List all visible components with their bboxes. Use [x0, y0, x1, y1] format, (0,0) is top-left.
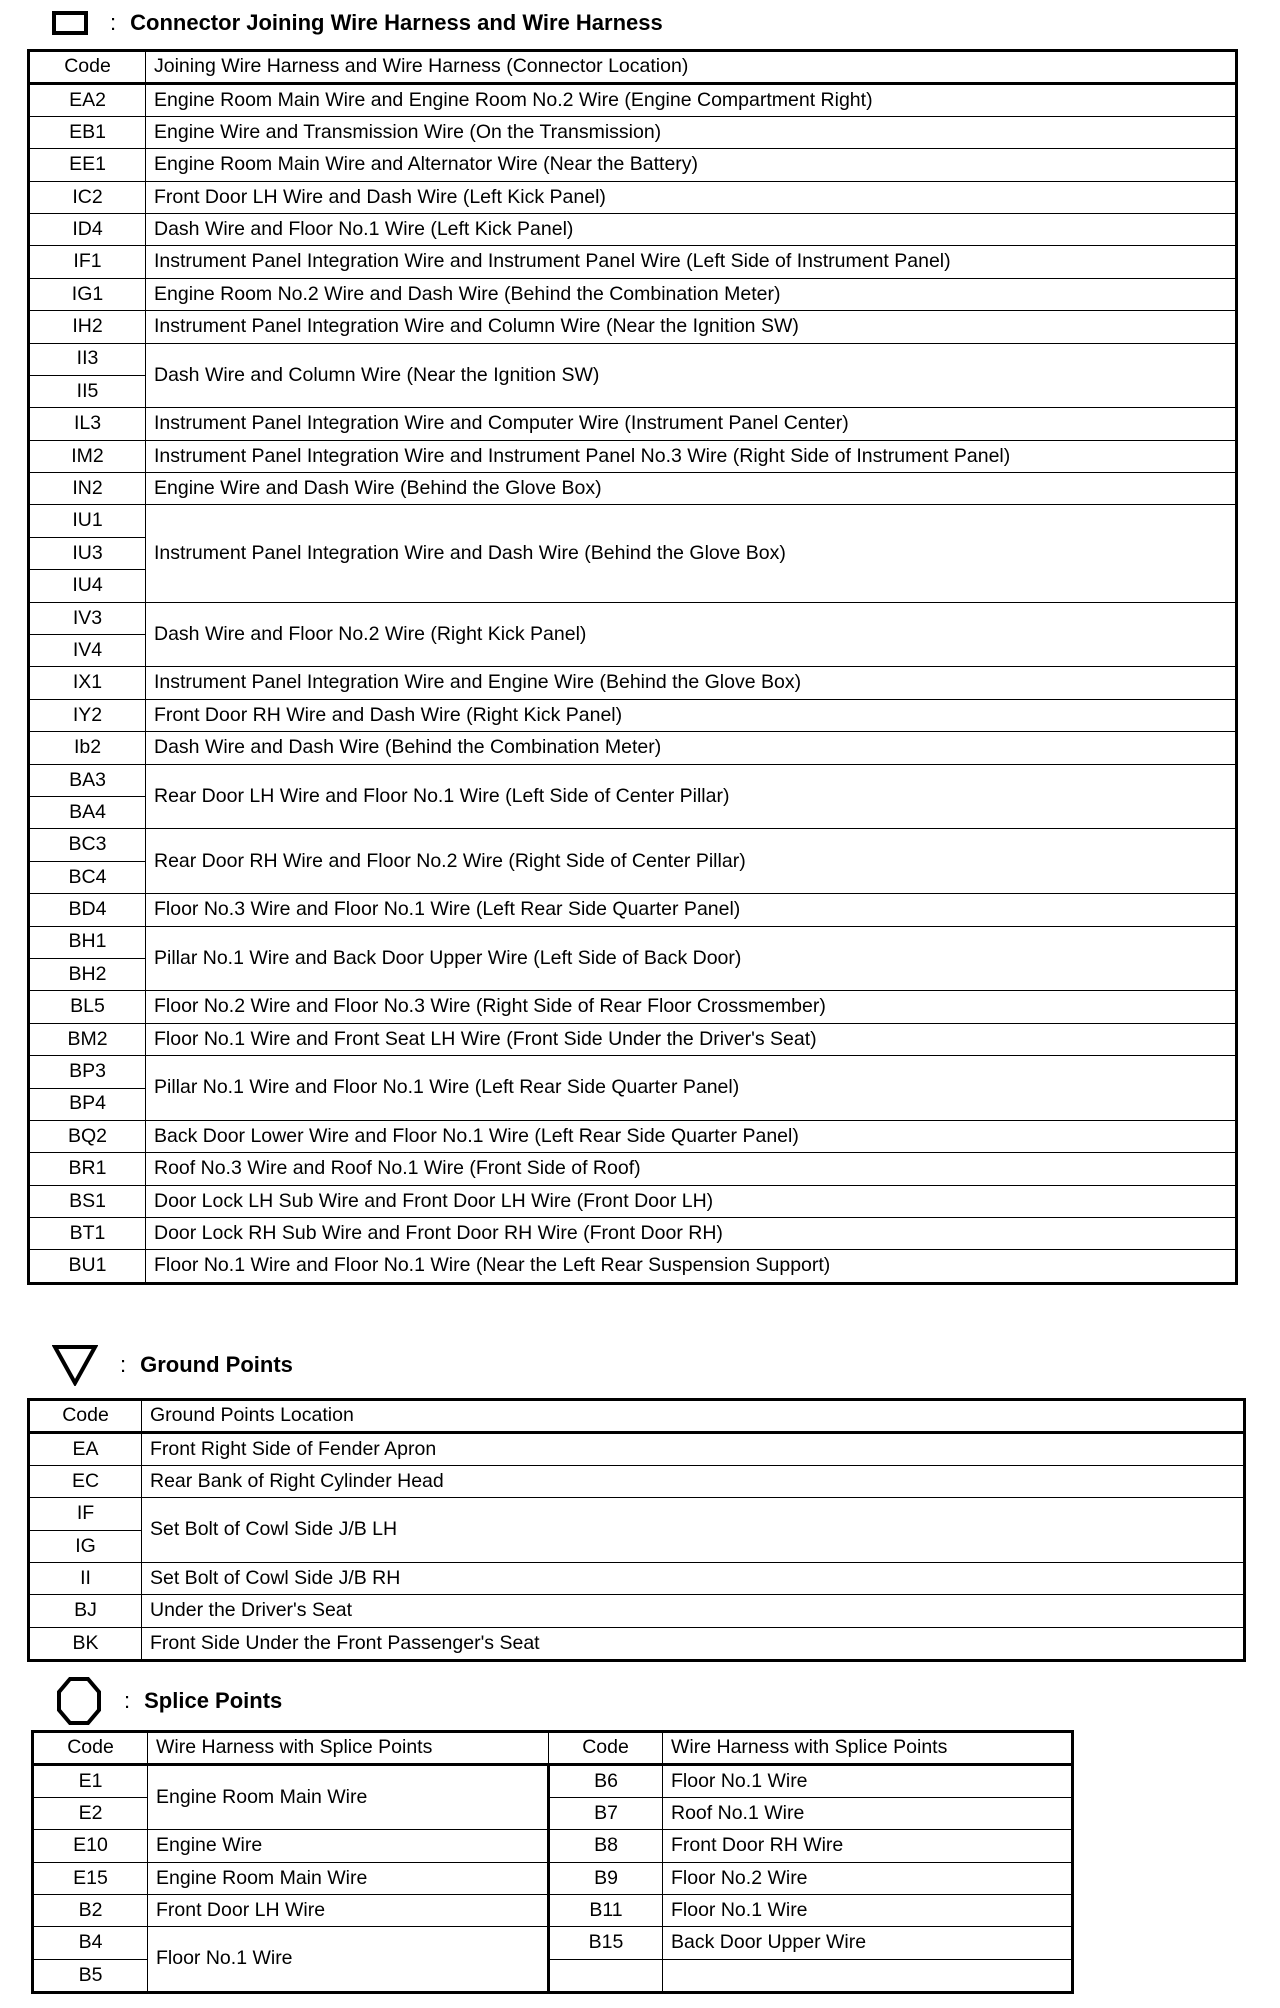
code-cell: BP3 [30, 1056, 146, 1088]
code-cell: BP4 [30, 1088, 146, 1120]
code-cell: BU1 [30, 1250, 146, 1282]
location-cell: Floor No.2 Wire and Floor No.3 Wire (Right Side of Rear Floor Crossmember) [146, 991, 1236, 1023]
code-cell: B7 [549, 1797, 663, 1829]
location-cell: Back Door Lower Wire and Floor No.1 Wire (Left Rear Side Quarter Panel) [146, 1120, 1236, 1152]
table-row [30, 1250, 1236, 1282]
location-cell: Engine Room Main Wire and Alternator Wire (Near the Battery) [146, 149, 1236, 181]
code-cell: BS1 [30, 1185, 146, 1217]
code-cell: IY2 [30, 699, 146, 731]
code-cell: EA2 [30, 84, 146, 116]
code-cell: BJ [30, 1595, 142, 1627]
column-header-wire-harness: Wire Harness with Splice Points [148, 1733, 549, 1765]
location-cell: Set Bolt of Cowl Side J/B RH [142, 1562, 1244, 1594]
connector-section-heading: : Connector Joining Wire Harness and Wire Harness [52, 10, 663, 36]
column-header-code: Code [34, 1733, 148, 1765]
table-row [30, 1627, 1244, 1659]
code-cell: E2 [34, 1797, 148, 1829]
code-cell: BT1 [30, 1218, 146, 1250]
location-cell: Set Bolt of Cowl Side J/B LH [142, 1498, 1244, 1563]
code-cell: IM2 [30, 440, 146, 472]
wire-harness-cell: Back Door Upper Wire [663, 1927, 1072, 1959]
table-row [34, 1927, 1072, 1959]
code-cell: II [30, 1562, 142, 1594]
table-row [30, 149, 1236, 181]
table-row [30, 1023, 1236, 1055]
table-header-row [34, 1733, 1072, 1765]
wire-harness-cell: Floor No.1 Wire [148, 1927, 549, 1992]
location-cell: Rear Bank of Right Cylinder Head [142, 1465, 1244, 1497]
code-cell: BC3 [30, 829, 146, 861]
wire-harness-cell: Floor No.1 Wire [663, 1894, 1072, 1926]
code-cell: E1 [34, 1765, 148, 1797]
splice-section-heading: : Splice Points [56, 1676, 282, 1726]
table-row [34, 1765, 1072, 1797]
code-cell: BL5 [30, 991, 146, 1023]
location-cell: Dash Wire and Floor No.1 Wire (Left Kick Panel) [146, 213, 1236, 245]
table-row [34, 1862, 1072, 1894]
code-cell: B9 [549, 1862, 663, 1894]
table-row [30, 1120, 1236, 1152]
table-row [30, 667, 1236, 699]
location-cell: Engine Wire and Dash Wire (Behind the Glove Box) [146, 473, 1236, 505]
ground-triangle-icon [52, 1344, 98, 1386]
table-row [30, 84, 1236, 116]
location-cell: Instrument Panel Integration Wire and Dash Wire (Behind the Glove Box) [146, 505, 1236, 602]
column-header-location: Joining Wire Harness and Wire Harness (Connector Location) [146, 52, 1236, 84]
wire-harness-cell: Floor No.1 Wire [663, 1765, 1072, 1797]
code-cell: IN2 [30, 473, 146, 505]
code-cell: BR1 [30, 1153, 146, 1185]
table-row [30, 991, 1236, 1023]
code-cell: EC [30, 1465, 142, 1497]
location-cell: Dash Wire and Floor No.2 Wire (Right Kick Panel) [146, 602, 1236, 667]
table-row [30, 1153, 1236, 1185]
wire-harness-cell: Front Door LH Wire [148, 1894, 549, 1926]
location-cell: Rear Door RH Wire and Floor No.2 Wire (Right Side of Center Pillar) [146, 829, 1236, 894]
splice-octagon-icon [56, 1676, 102, 1726]
code-cell: EB1 [30, 116, 146, 148]
table-row [30, 829, 1236, 861]
location-cell: Instrument Panel Integration Wire and Instrument Panel No.3 Wire (Right Side of Instrument Panel) [146, 440, 1236, 472]
wire-harness-cell: Front Door RH Wire [663, 1830, 1072, 1862]
table-row [30, 1562, 1244, 1594]
table-header-row [30, 52, 1236, 84]
connector-table [29, 51, 1236, 1283]
code-cell: IU4 [30, 570, 146, 602]
location-cell: Front Door RH Wire and Dash Wire (Right Kick Panel) [146, 699, 1236, 731]
table-row [30, 699, 1236, 731]
table-row [30, 213, 1236, 245]
table-row [30, 473, 1236, 505]
code-cell: E10 [34, 1830, 148, 1862]
location-cell: Pillar No.1 Wire and Back Door Upper Wire (Left Side of Back Door) [146, 926, 1236, 991]
table-row [30, 408, 1236, 440]
location-cell: Under the Driver's Seat [142, 1595, 1244, 1627]
location-cell: Door Lock LH Sub Wire and Front Door LH Wire (Front Door LH) [146, 1185, 1236, 1217]
wire-harness-cell: Engine Room Main Wire [148, 1765, 549, 1830]
code-cell: II3 [30, 343, 146, 375]
code-cell: BC4 [30, 861, 146, 893]
table-row [30, 732, 1236, 764]
table-row [30, 1218, 1236, 1250]
code-cell: B15 [549, 1927, 663, 1959]
location-cell: Instrument Panel Integration Wire and Instrument Panel Wire (Left Side of Instrument Panel) [146, 246, 1236, 278]
table-row [30, 926, 1236, 958]
location-cell: Engine Wire and Transmission Wire (On the Transmission) [146, 116, 1236, 148]
location-cell: Front Right Side of Fender Apron [142, 1433, 1244, 1465]
table-row [30, 116, 1236, 148]
column-header-location: Ground Points Location [142, 1401, 1244, 1433]
table-row [30, 181, 1236, 213]
location-cell: Pillar No.1 Wire and Floor No.1 Wire (Left Rear Side Quarter Panel) [146, 1056, 1236, 1121]
location-cell: Dash Wire and Dash Wire (Behind the Combination Meter) [146, 732, 1236, 764]
code-cell: BQ2 [30, 1120, 146, 1152]
code-cell: E15 [34, 1862, 148, 1894]
wire-harness-cell: Floor No.2 Wire [663, 1862, 1072, 1894]
code-cell: ID4 [30, 213, 146, 245]
splice-section-title: Splice Points [144, 1688, 283, 1713]
location-cell: Front Side Under the Front Passenger's Seat [142, 1627, 1244, 1659]
splice-table [33, 1732, 1072, 1992]
code-cell: II5 [30, 375, 146, 407]
code-cell: EA [30, 1433, 142, 1465]
code-cell [549, 1959, 663, 1991]
code-cell: BM2 [30, 1023, 146, 1055]
code-cell: B8 [549, 1830, 663, 1862]
code-cell: B6 [549, 1765, 663, 1797]
location-cell: Dash Wire and Column Wire (Near the Ignition SW) [146, 343, 1236, 408]
code-cell: IU3 [30, 537, 146, 569]
table-row [30, 602, 1236, 634]
table-row [30, 343, 1236, 375]
code-cell: BD4 [30, 894, 146, 926]
table-row [30, 440, 1236, 472]
ground-section-title: Ground Points [140, 1352, 293, 1377]
code-cell: EE1 [30, 149, 146, 181]
code-cell: BA3 [30, 764, 146, 796]
location-cell: Roof No.3 Wire and Roof No.1 Wire (Front Side of Roof) [146, 1153, 1236, 1185]
wire-harness-cell: Engine Room Main Wire [148, 1862, 549, 1894]
wire-harness-cell [663, 1959, 1072, 1991]
code-cell: IL3 [30, 408, 146, 440]
location-cell: Instrument Panel Integration Wire and Computer Wire (Instrument Panel Center) [146, 408, 1236, 440]
location-cell: Instrument Panel Integration Wire and Engine Wire (Behind the Glove Box) [146, 667, 1236, 699]
code-cell: IX1 [30, 667, 146, 699]
location-cell: Rear Door LH Wire and Floor No.1 Wire (Left Side of Center Pillar) [146, 764, 1236, 829]
location-cell: Door Lock RH Sub Wire and Front Door RH Wire (Front Door RH) [146, 1218, 1236, 1250]
code-cell: BK [30, 1627, 142, 1659]
connector-box-icon [52, 11, 88, 35]
code-cell: BH1 [30, 926, 146, 958]
column-header-code: Code [30, 52, 146, 84]
table-row [34, 1894, 1072, 1926]
code-cell: IV4 [30, 635, 146, 667]
location-cell: Floor No.1 Wire and Floor No.1 Wire (Near the Left Rear Suspension Support) [146, 1250, 1236, 1282]
table-row [30, 1498, 1244, 1530]
code-cell: B4 [34, 1927, 148, 1959]
code-cell: BA4 [30, 796, 146, 828]
location-cell: Floor No.3 Wire and Floor No.1 Wire (Left Rear Side Quarter Panel) [146, 894, 1236, 926]
code-cell: IF1 [30, 246, 146, 278]
table-row [30, 278, 1236, 310]
location-cell: Engine Room Main Wire and Engine Room No.2 Wire (Engine Compartment Right) [146, 84, 1236, 116]
code-cell: IG [30, 1530, 142, 1562]
table-row [30, 1465, 1244, 1497]
table-row [34, 1830, 1072, 1862]
table-row [30, 1595, 1244, 1627]
column-header-wire-harness: Wire Harness with Splice Points [663, 1733, 1072, 1765]
code-cell: B11 [549, 1894, 663, 1926]
connector-section-title: Connector Joining Wire Harness and Wire Harness [130, 10, 663, 35]
table-row [30, 894, 1236, 926]
table-row [30, 311, 1236, 343]
table-row [30, 246, 1236, 278]
code-cell: IH2 [30, 311, 146, 343]
code-cell: B2 [34, 1894, 148, 1926]
table-row [30, 1185, 1236, 1217]
code-cell: IU1 [30, 505, 146, 537]
table-row [30, 505, 1236, 537]
location-cell: Engine Room No.2 Wire and Dash Wire (Behind the Combination Meter) [146, 278, 1236, 310]
location-cell: Front Door LH Wire and Dash Wire (Left Kick Panel) [146, 181, 1236, 213]
wire-harness-cell: Roof No.1 Wire [663, 1797, 1072, 1829]
location-cell: Instrument Panel Integration Wire and Column Wire (Near the Ignition SW) [146, 311, 1236, 343]
code-cell: IV3 [30, 602, 146, 634]
code-cell: Ib2 [30, 732, 146, 764]
table-row [30, 1056, 1236, 1088]
wire-harness-cell: Engine Wire [148, 1830, 549, 1862]
code-cell: BH2 [30, 958, 146, 990]
table-row [30, 1433, 1244, 1465]
code-cell: B5 [34, 1959, 148, 1991]
table-header-row [30, 1401, 1244, 1433]
ground-table [29, 1400, 1244, 1660]
code-cell: IC2 [30, 181, 146, 213]
table-row [30, 764, 1236, 796]
code-cell: IG1 [30, 278, 146, 310]
ground-section-heading: : Ground Points [52, 1344, 293, 1386]
column-header-code: Code [549, 1733, 663, 1765]
location-cell: Floor No.1 Wire and Front Seat LH Wire (Front Side Under the Driver's Seat) [146, 1023, 1236, 1055]
column-header-code: Code [30, 1401, 142, 1433]
code-cell: IF [30, 1498, 142, 1530]
